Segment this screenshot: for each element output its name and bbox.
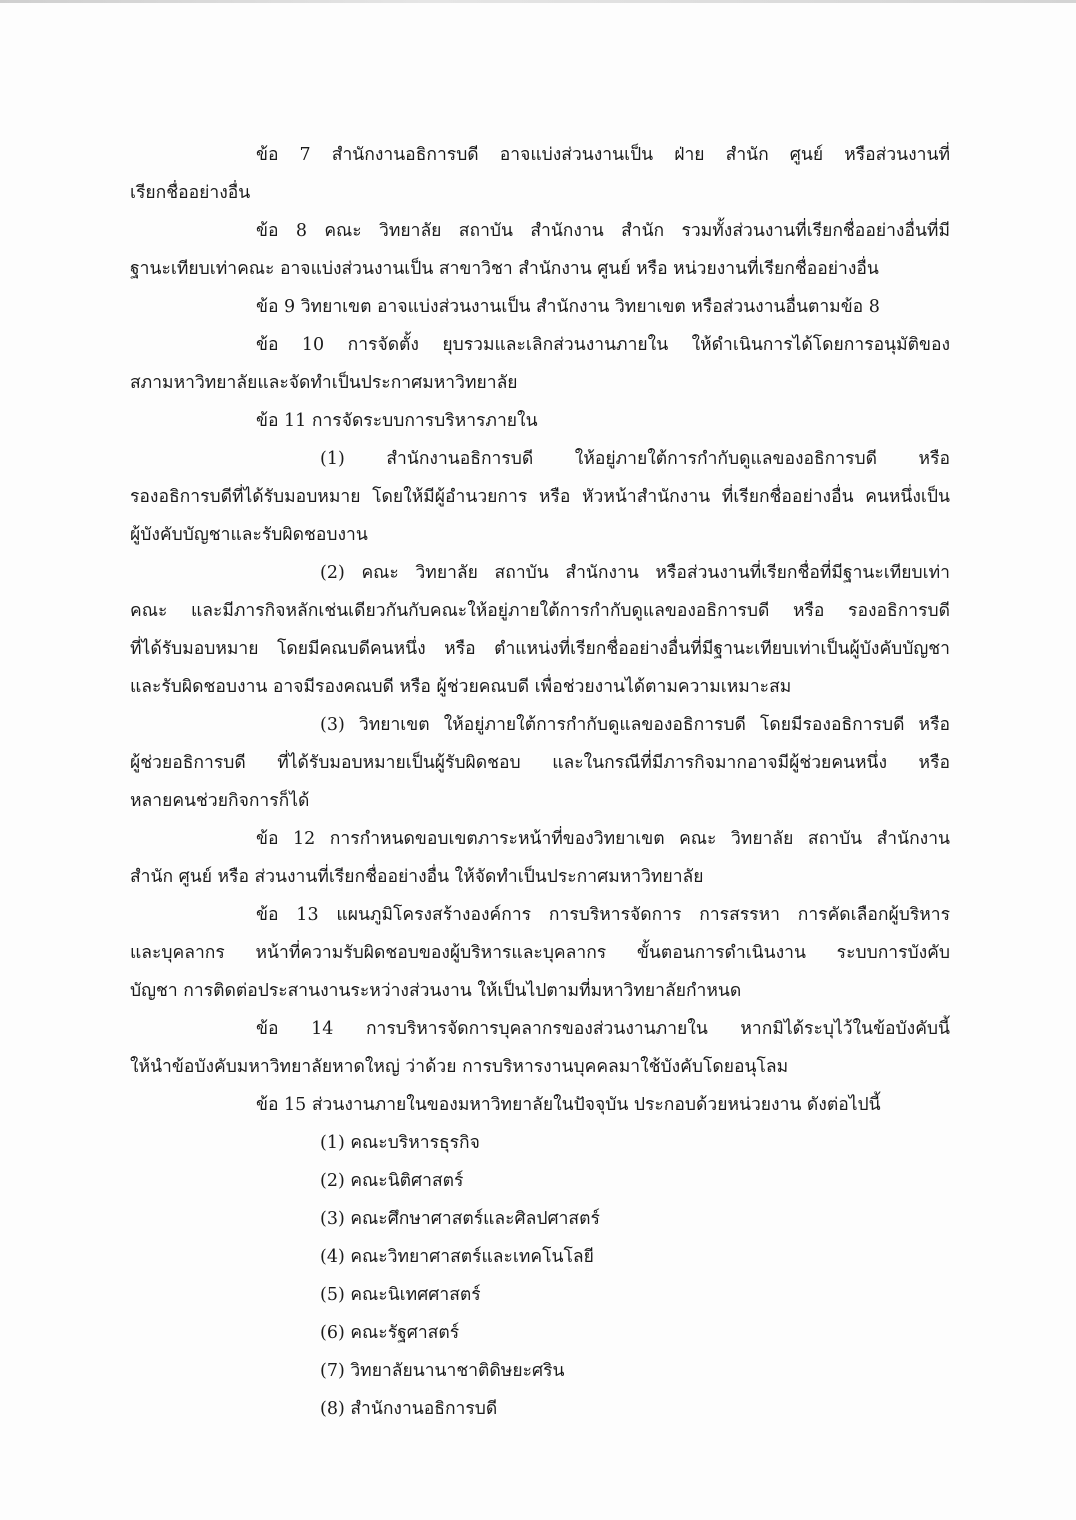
clause-7-line-1: ข้อ 7 สำนักงานอธิการบดี อาจแบ่งส่วนงานเป็น ฝ่าย สำนัก ศูนย์ หรือส่วนงานที่ [256, 145, 950, 165]
unit-list-item: (7) วิทยาลัยนานาชาติดิษยะศริน [320, 1361, 565, 1381]
unit-list-item: (8) สำนักงานอธิการบดี [320, 1399, 498, 1419]
unit-list-item: (1) คณะบริหารธุรกิจ [320, 1133, 480, 1153]
clause-14-line-2: ให้นำข้อบังคับมหาวิทยาลัยหาดใหญ่ ว่าด้วย การบริหารงานบุคคลมาใช้บังคับโดยอนุโลม [130, 1057, 789, 1077]
clause-15-heading: ข้อ 15 ส่วนงานภายในของมหาวิทยาลัยในปัจจุบัน ประกอบด้วยหน่วยงาน ดังต่อไปนี้ [256, 1095, 881, 1115]
clause-7-line-2: เรียกชื่ออย่างอื่น [130, 183, 251, 203]
scan-edge-rule [0, 0, 1076, 3]
clause-8-line-1: ข้อ 8 คณะ วิทยาลัย สถาบัน สำนักงาน สำนัก รวมทั้งส่วนงานที่เรียกชื่ออย่างอื่นที่มี [256, 221, 950, 241]
clause-12-line-1: ข้อ 12 การกำหนดขอบเขตภาระหน้าที่ของวิทยาเขต คณะ วิทยาลัย สถาบัน สำนักงาน [256, 829, 950, 849]
document-body [130, 136, 950, 1428]
clause-11-2-line-1: (2) คณะ วิทยาลัย สถาบัน สำนักงาน หรือส่วนงานที่เรียกชื่อที่มีฐานะเทียบเท่า [320, 563, 950, 583]
clause-10-line-1: ข้อ 10 การจัดตั้ง ยุบรวมและเลิกส่วนงานภายใน ให้ดำเนินการได้โดยการอนุมัติของ [256, 335, 950, 355]
clause-10-line-2: สภามหาวิทยาลัยและจัดทำเป็นประกาศมหาวิทยาลัย [130, 373, 518, 393]
clause-13-line-1: ข้อ 13 แผนภูมิโครงสร้างองค์การ การบริหารจัดการ การสรรหา การคัดเลือกผู้บริหาร [256, 905, 950, 925]
clause-11-2-line-4: และรับผิดชอบงาน อาจมีรองคณบดี หรือ ผู้ช่วยคณบดี เพื่อช่วยงานได้ตามความเหมาะสม [130, 677, 792, 697]
clause-11-2-line-2: คณะ และมีภารกิจหลักเช่นเดียวกันกับคณะให้อยู่ภายใต้การกำกับดูแลของอธิการบดี หรือ รองอธิการบดี [130, 601, 950, 621]
clause-12-line-2: สำนัก ศูนย์ หรือ ส่วนงานที่เรียกชื่ออย่างอื่น ให้จัดทำเป็นประกาศมหาวิทยาลัย [130, 867, 704, 887]
clause-8-line-2: ฐานะเทียบเท่าคณะ อาจแบ่งส่วนงานเป็น สาขาวิชา สำนักงาน ศูนย์ หรือ หน่วยงานที่เรียกชื่ออย่างอื่น [130, 259, 879, 279]
clause-11-3-line-1: (3) วิทยาเขต ให้อยู่ภายใต้การกำกับดูแลของอธิการบดี โดยมีรองอธิการบดี หรือ [320, 715, 950, 735]
clause-11-2-line-3: ที่ได้รับมอบหมาย โดยมีคณบดีคนหนึ่ง หรือ ตำแหน่งที่เรียกชื่ออย่างอื่นที่มีฐานะเทียบเท่าเป็นผู้บังคับบัญชา [130, 639, 950, 659]
clause-11-1-line-1: (1) สำนักงานอธิการบดี ให้อยู่ภายใต้การกำกับดูแลของอธิการบดี หรือ [320, 449, 950, 469]
unit-list-item: (2) คณะนิติศาสตร์ [320, 1171, 464, 1191]
clause-11-3-line-3: หลายคนช่วยกิจการก็ได้ [130, 791, 310, 811]
clause-11-1-line-2: รองอธิการบดีที่ได้รับมอบหมาย โดยให้มีผู้อำนวยการ หรือ หัวหน้าสำนักงาน ที่เรียกชื่ออย่างอื่น คนหนึ่งเป็น [130, 487, 950, 507]
clause-11-3-line-2: ผู้ช่วยอธิการบดี ที่ได้รับมอบหมายเป็นผู้รับผิดชอบ และในกรณีที่มีภารกิจมากอาจมีผู้ช่วยคนหนึ่ง หรือ [130, 753, 950, 773]
unit-list-item: (5) คณะนิเทศศาสตร์ [320, 1285, 481, 1305]
clause-11-1-line-3: ผู้บังคับบัญชาและรับผิดชอบงาน [130, 525, 368, 545]
unit-list-item: (4) คณะวิทยาศาสตร์และเทคโนโลยี [320, 1247, 594, 1267]
unit-list-item: (3) คณะศึกษาศาสตร์และศิลปศาสตร์ [320, 1209, 600, 1229]
clause-13-line-2: และบุคลากร หน้าที่ความรับผิดชอบของผู้บริหารและบุคลากร ขั้นตอนการดำเนินงาน ระบบการบังคับ [130, 943, 950, 963]
clause-9-line-1: ข้อ 9 วิทยาเขต อาจแบ่งส่วนงานเป็น สำนักงาน วิทยาเขต หรือส่วนงานอื่นตามข้อ 8 [256, 297, 880, 317]
clause-11-heading: ข้อ 11 การจัดระบบการบริหารภายใน [256, 411, 538, 431]
clause-14-line-1: ข้อ 14 การบริหารจัดการบุคลากรของส่วนงานภายใน หากมิได้ระบุไว้ในข้อบังคับนี้ [256, 1019, 950, 1039]
unit-list-item: (6) คณะรัฐศาสตร์ [320, 1323, 460, 1343]
clause-13-line-3: บัญชา การติดต่อประสานงานระหว่างส่วนงาน ให้เป็นไปตามที่มหาวิทยาลัยกำหนด [130, 981, 742, 1001]
